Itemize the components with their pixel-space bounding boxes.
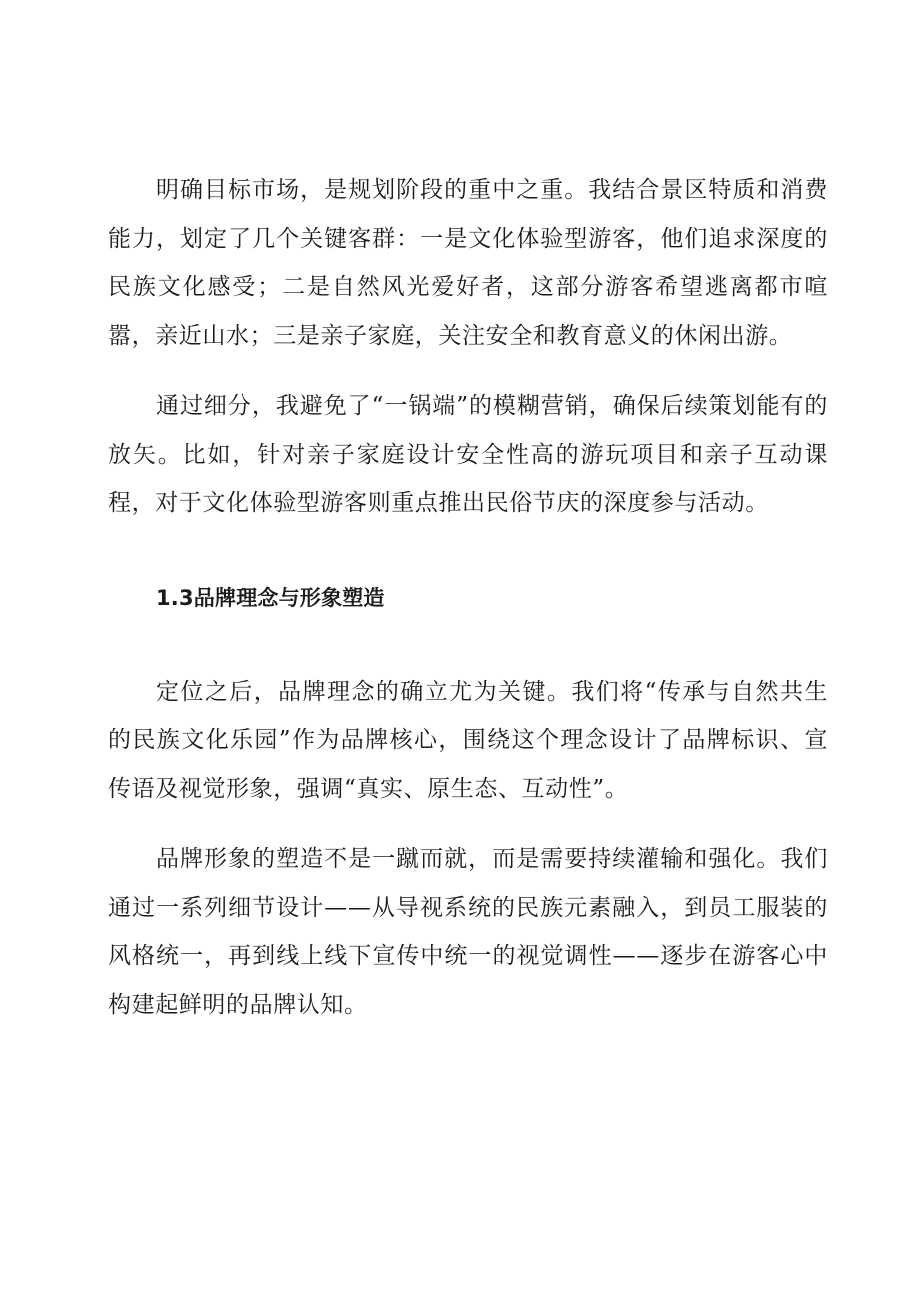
paragraph-brand-image: 品牌形象的塑造不是一蹴而就，而是需要持续灌输和强化。我们通过一系列细节设计——从导视系统的民族元素融入，到员工服装的风格统一，再到线上线下宣传中统一的视觉调性——逐步在游客心中构建起鲜明的品牌认知。 <box>108 846 828 1018</box>
paragraph-target-market: 明确目标市场，是规划阶段的重中之重。我结合景区特质和消费能力，划定了几个关键客群：一是文化体验型游客，他们追求深度的民族文化感受；二是自然风光爱好者，这部分游客希望逃离都市喧嚣，亲近山水；三是亲子家庭，关注安全和教育意义的休闲出游。 <box>108 177 828 349</box>
document-body <box>108 166 828 1029</box>
section-heading: 1.3品牌理念与形象塑造 <box>156 585 385 610</box>
paragraph-segmentation: 通过细分，我避免了“一锅端”的模糊营销，确保后续策划能有的放矢。比如，针对亲子家庭设计安全性高的游玩项目和亲子互动课程，对于文化体验型游客则重点推出民俗节庆的深度参与活动。 <box>108 393 828 516</box>
paragraph-brand-concept: 定位之后，品牌理念的确立尤为关键。我们将“传承与自然共生的民族文化乐园”作为品牌核心，围绕这个理念设计了品牌标识、宣传语及视觉形象，强调“真实、原生态、互动性”。 <box>108 678 828 802</box>
